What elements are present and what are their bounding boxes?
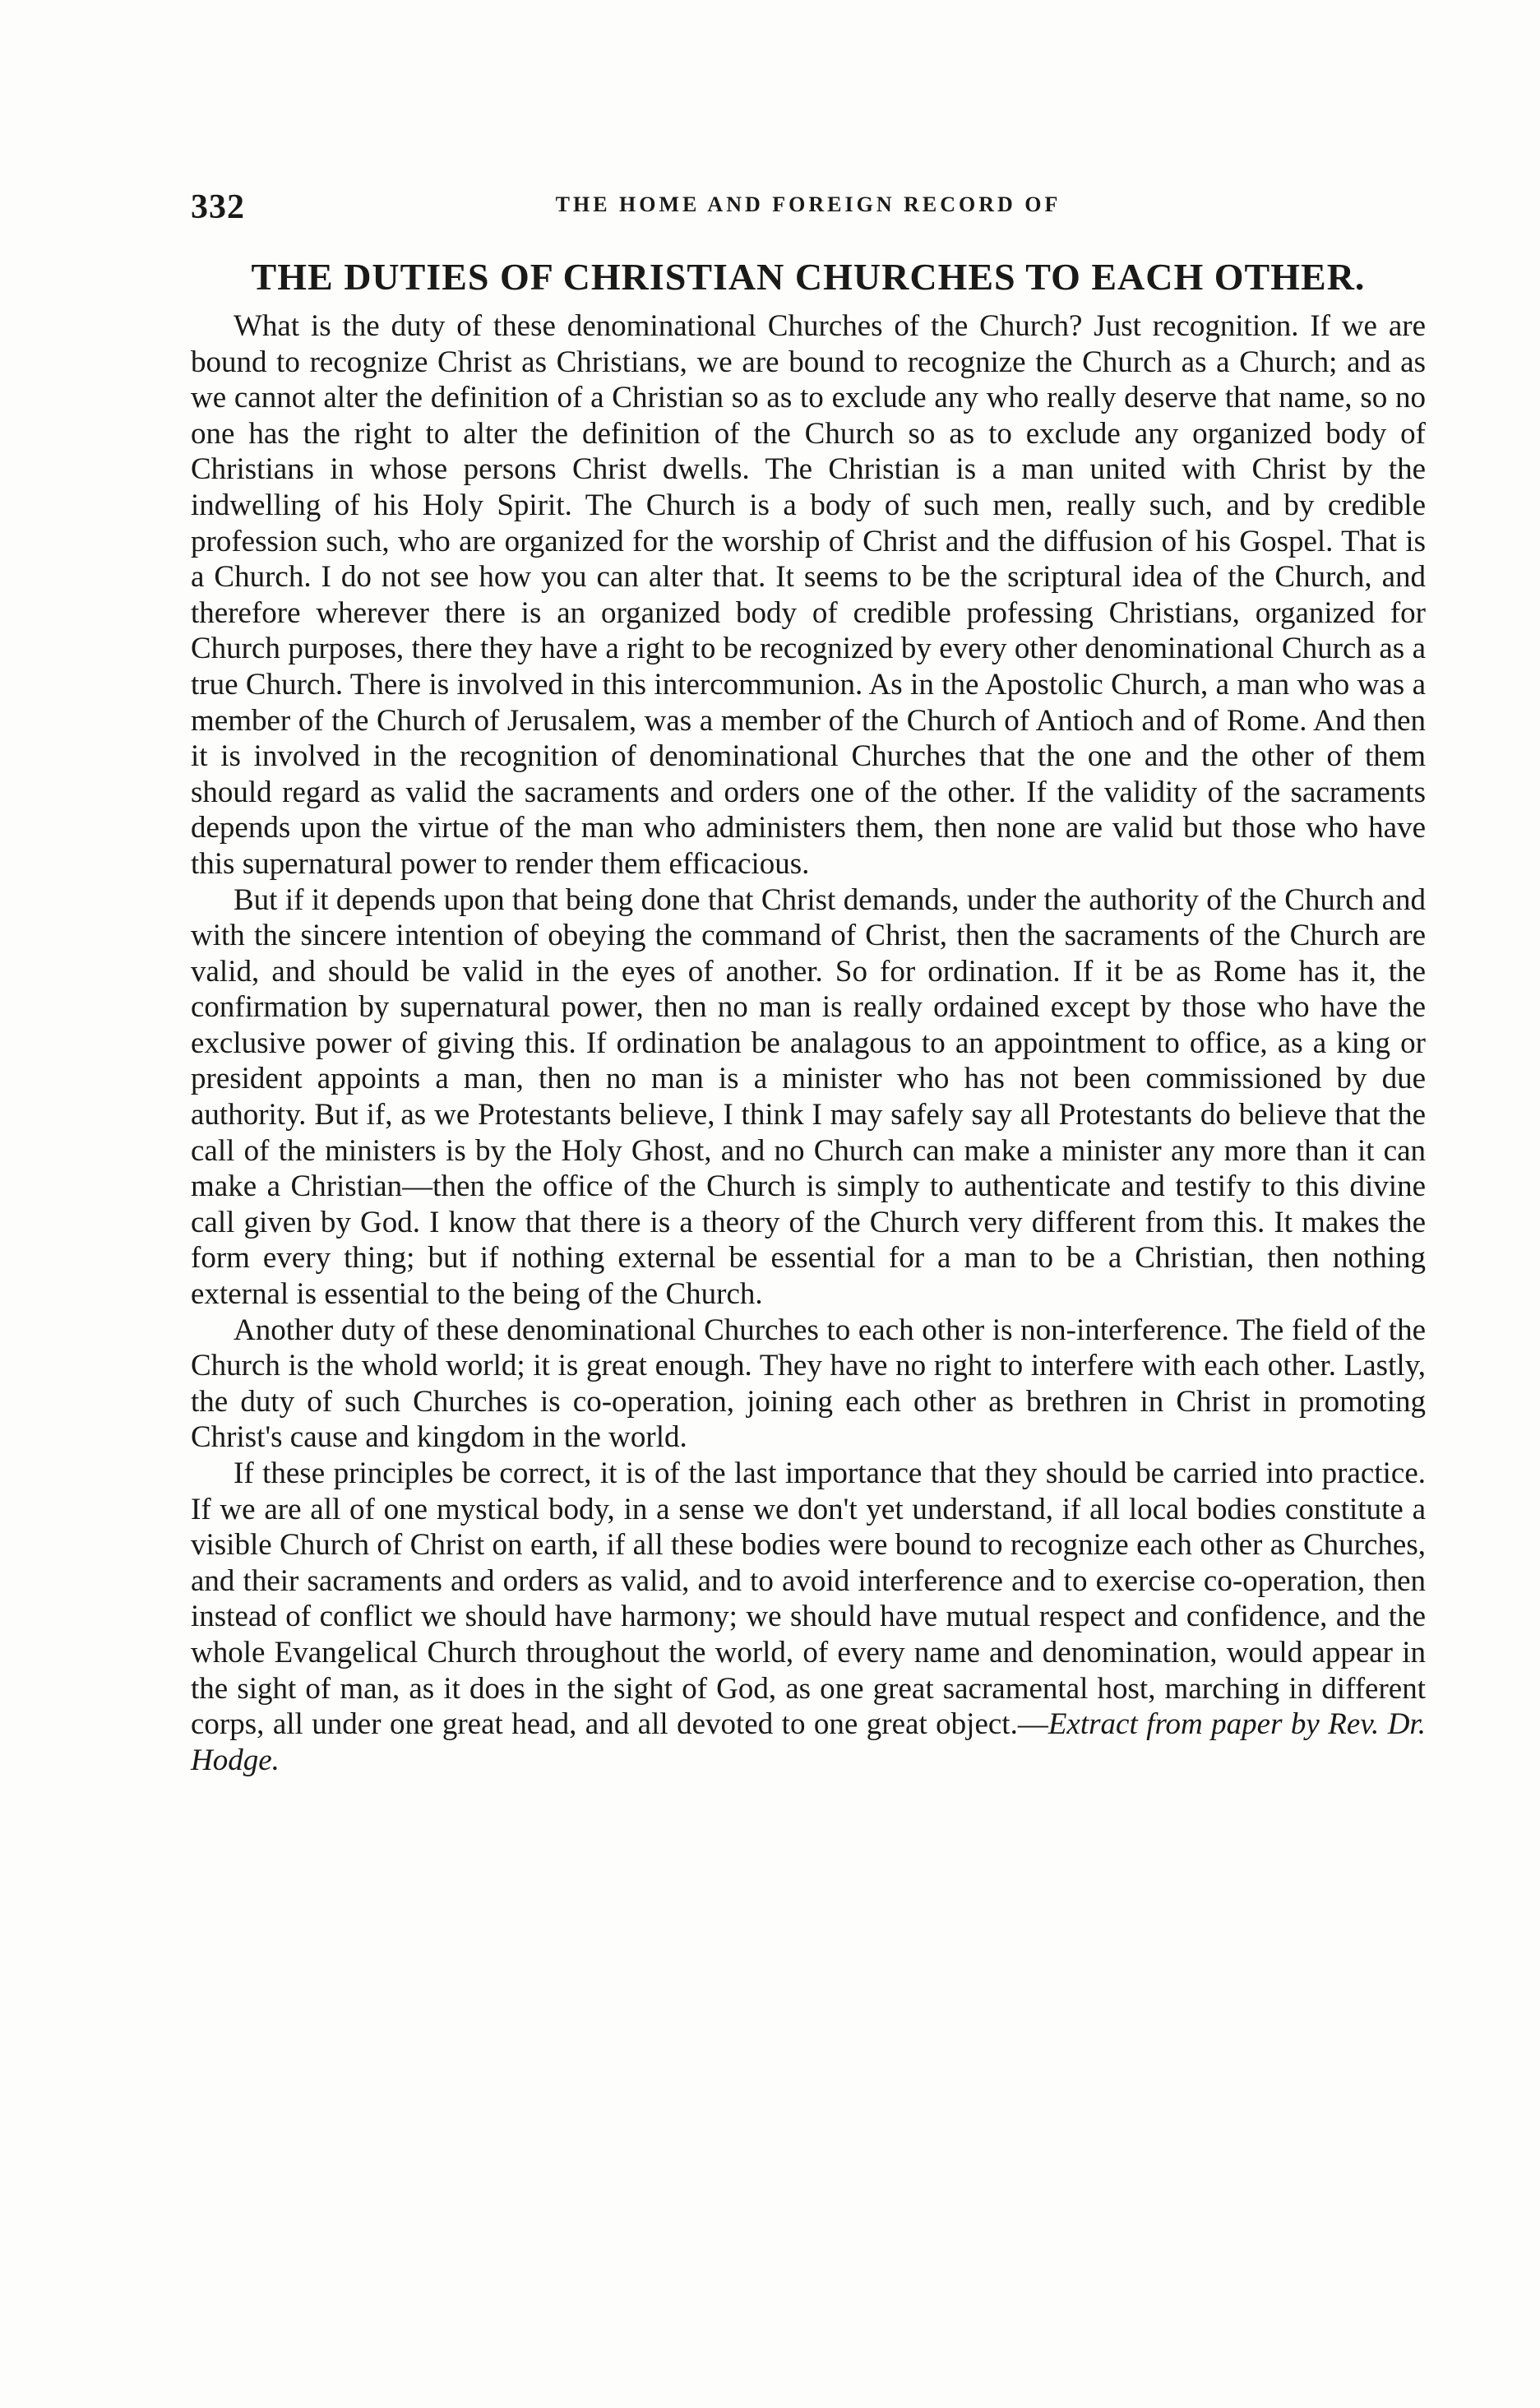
page-number: 332	[191, 188, 245, 226]
paragraph-text: If these principles be correct, it is of the last importance that they should be carried into practice. If we are all of one mystical body, in a sense we don't yet understand, if all local bodies constitute a visible Church of Christ on earth, if all these bodies were bound to recognize each other as Churches, and their sacraments and orders as valid, and to avoid interference and to exercise co-operation, then instead of conflict we should have harmony; we should have mutual respect and confidence, and the whole Evangelical Church throughout the world, of every name and denomination, would appear in the sight of man, as it does in the sight of God, as one great sacramental host, marching in different corps, all under one great head, and all devoted to one great object.—	[191, 1456, 1426, 1742]
attribution: Extract from paper by Rev. Dr. Hodge.	[191, 1707, 1426, 1777]
journal-title: THE HOME AND FOREIGN RECORD OF	[555, 192, 1061, 216]
paragraph: Another duty of these denominational Churches to each other is non-interference. The field of the Church is the whold world; it is great enough. They have no right to interfere with each other. Lastly, the duty of such Churches is co-operation, joining each other as brethren in Christ in promoting Christ's cause and kingdom in the world.	[191, 1313, 1426, 1455]
paragraph: But if it depends upon that being done that Christ demands, under the authority of the Church and with the sincere intention of obeying the command of Christ, then the sacraments of the Church are valid, and should be valid in the eyes of another. So for ordination. If it be as Rome has it, the confirmation by supernatural power, then no man is really ordained except by those who have the exclusive power of giving this. If ordination be analagous to an appointment to office, as a king or president appoints a man, then no man is a minister who has not been commissioned by due authority. But if, as we Protestants believe, I think I may safely say all Protestants do believe that the call of the ministers is by the Holy Ghost, and no Church can make a minister any more than it can make a Christian—then the office of the Church is simply to authenticate and testify to this divine call given by God. I know that there is a theory of the Church very different from this. It makes the form every thing; but if nothing external be essential for a man to be a Christian, then nothing external is essential to the being of the Church.	[191, 882, 1426, 1312]
running-head	[191, 188, 1426, 229]
paragraph	[191, 1456, 1426, 1778]
article-body	[191, 308, 1426, 1778]
article-title: THE DUTIES OF CHRISTIAN CHURCHES TO EACH OTHER.	[251, 256, 1366, 298]
paragraph: What is the duty of these denominational Churches of the Church? Just recognition. If we are bound to recognize Christ as Christians, we are bound to recognize the Church as a Church; and as we cannot alter the definition of a Christian so as to exclude any who really deserve that name, so no one has the right to alter the definition of the Church so as to exclude any organized body of Christians in whose persons Christ dwells. The Christian is a man united with Christ by the indwelling of his Holy Spirit. The Church is a body of such men, really such, and by credible profession such, who are organized for the worship of Christ and the diffusion of his Gospel. That is a Church. I do not see how you can alter that. It seems to be the scriptural idea of the Church, and therefore wherever there is an organized body of credible professing Christians, organized for Church purposes, there they have a right to be recognized by every other denominational Church as a true Church. There is involved in this intercommunion. As in the Apostolic Church, a man who was a member of the Church of Jerusalem, was a member of the Church of Antioch and of Rome. And then it is involved in the recognition of denominational Churches that the one and the other of them should regard as valid the sacraments and orders one of the other. If the validity of the sacraments depends upon the virtue of the man who administers them, then none are valid but those who have this supernatural power to render them efficacious.	[191, 309, 1426, 881]
